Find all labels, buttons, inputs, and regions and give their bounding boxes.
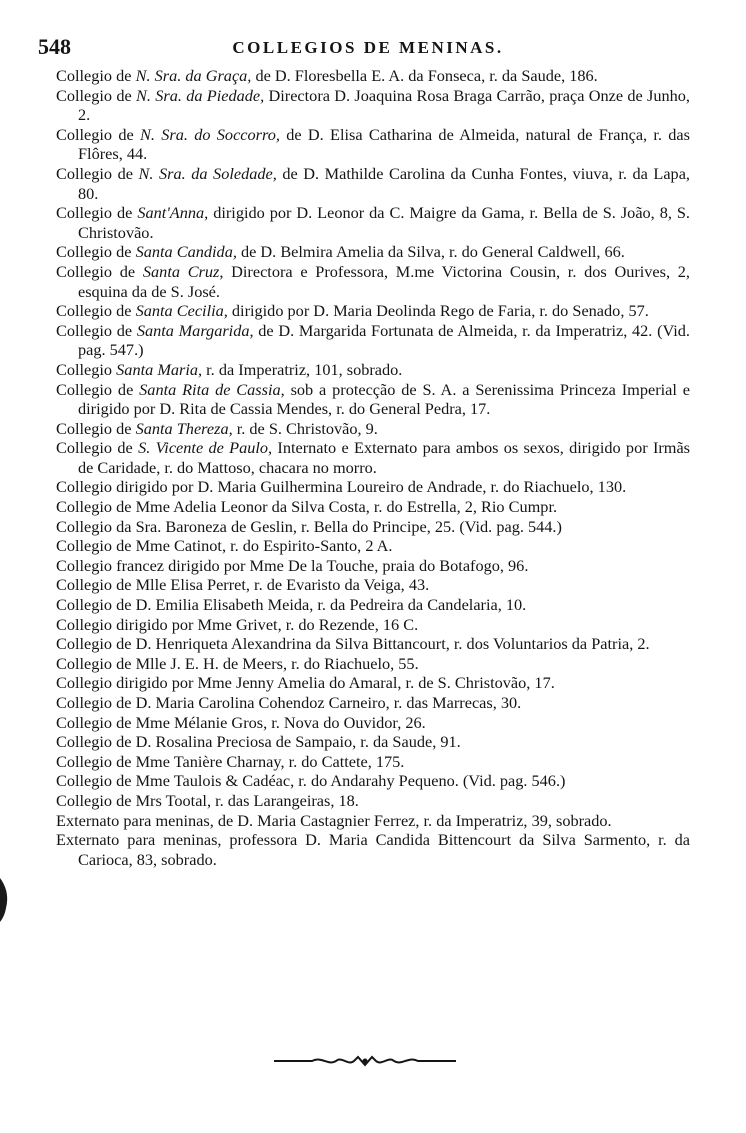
entry-details: de D. Elisa Catharina de Almeida, natural de França, r. das Flôres, 44.: [78, 124, 690, 164]
list-item: [56, 771, 690, 791]
running-title: COLLEGIOS DE MENINAS.: [232, 38, 504, 57]
school-name: Santa Maria,: [116, 359, 203, 379]
list-item: [56, 66, 690, 86]
list-item: [56, 125, 690, 164]
list-item: [56, 615, 690, 635]
entry-text: Collegio da Sra. Baroneza de Geslin, r. Bella do Principe, 25. (Vid. pag. 544.): [56, 516, 562, 536]
entry-text: Collegio de: [56, 379, 140, 399]
entry-text: Collegio de Mlle J. E. H. de Meers, r. do Riachuelo, 55.: [56, 653, 419, 673]
entry-text: Externato para meninas, de D. Maria Castagnier Ferrez, r. da Imperatriz, 39, sobrado.: [56, 810, 612, 830]
list-item: [56, 419, 690, 439]
list-item: [56, 86, 690, 125]
entry-text: Collegio de: [56, 124, 141, 144]
entry-text: Collegio de: [56, 320, 137, 340]
entry-text: Collegio de: [56, 438, 139, 458]
list-item: [56, 830, 690, 869]
list-item: [56, 654, 690, 674]
school-name: Santa Margarida,: [136, 320, 254, 340]
school-name: Santa Thereza,: [135, 418, 233, 438]
entry-details: de D. Floresbella E. A. da Fonseca, r. da Saude, 186.: [251, 66, 598, 85]
entry-details: de D. Mathilde Carolina da Cunha Fontes, viuva, r. da Lapa, 80.: [78, 163, 690, 203]
school-name: N. Sra. da Soledade,: [138, 163, 277, 183]
list-item: [56, 477, 690, 497]
list-item: [56, 575, 690, 595]
entry-details: Directora e Professora, M.me Victorina Cousin, r. dos Ourives, 2, esquina da de S. José.: [78, 261, 690, 301]
list-item: [56, 203, 690, 242]
entry-details: dirigido por D. Leonor da C. Maigre da Gama, r. Bella de S. João, 8, S. Christovão.: [78, 203, 691, 242]
entry-details: Internato e Externato para ambos os sexos, dirigido por Irmãs de Caridade, r. do Mattoso, chacara no morro.: [78, 438, 691, 477]
entry-text: Collegio de D. Rosalina Preciosa de Sampaio, r. da Saude, 91.: [56, 732, 461, 752]
list-item: [56, 360, 690, 380]
list-item: [56, 732, 690, 752]
list-item: [56, 713, 690, 733]
list-item: [56, 164, 690, 203]
entry-text: Collegio dirigido por Mme Jenny Amelia do Amaral, r. de S. Christovão, 17.: [56, 673, 555, 693]
list-item: [56, 811, 690, 831]
entry-text: Collegio de: [56, 418, 136, 438]
ornament-rule-icon: [272, 1052, 458, 1070]
entry-text: Collegio de Mme Catinot, r. do Espirito-Santo, 2 A.: [56, 536, 393, 556]
page-header: [38, 32, 698, 60]
school-name: Sant'Anna,: [137, 203, 209, 223]
entry-text: Collegio de D. Henriqueta Alexandrina da Silva Bittancourt, r. dos Voluntarios da Patria, 2.: [56, 634, 650, 654]
entry-details: dirigido por D. Maria Deolinda Rego de Faria, r. do Senado, 57.: [227, 301, 649, 321]
entry-text: Collegio de: [56, 203, 138, 223]
entry-text: Collegio dirigido por Mme Grivet, r. do Rezende, 16 C.: [56, 614, 419, 634]
entry-text: Collegio de: [56, 261, 143, 281]
entry-text: Collegio: [56, 359, 117, 379]
list-item: [56, 673, 690, 693]
school-name: N. Sra. da Piedade,: [136, 85, 265, 105]
list-item: [56, 693, 690, 713]
entry-text: Collegio de Mme Tanière Charnay, r. do Cattete, 175.: [56, 751, 405, 771]
list-item: [56, 556, 690, 576]
list-item: [56, 438, 690, 477]
list-item: [56, 321, 690, 360]
entry-text: Collegio de Mme Taulois & Cadéac, r. do Andarahy Pequeno. (Vid. pag. 546.): [56, 771, 566, 791]
list-item: [56, 301, 690, 321]
entry-text: Collegio de D. Maria Carolina Cohendoz Carneiro, r. das Marrecas, 30.: [56, 693, 522, 712]
entry-details: Directora D. Joaquina Rosa Braga Carrão, praça Onze de Junho, 2.: [78, 85, 691, 125]
list-item: [56, 634, 690, 654]
list-item: [56, 752, 690, 772]
entry-details: de D. Margarida Fortunata de Almeida, r. da Imperatriz, 42. (Vid. pag. 547.): [78, 320, 691, 360]
entry-text: Collegio de: [56, 85, 137, 105]
entry-details: r. da Imperatriz, 101, sobrado.: [202, 359, 403, 379]
list-item: [56, 262, 690, 301]
list-item: [56, 380, 690, 419]
entry-text: Collegio de D. Emilia Elisabeth Meida, r. da Pedreira da Candelaria, 10.: [56, 595, 527, 615]
list-item: [56, 595, 690, 615]
list-item: [56, 517, 690, 537]
school-name: Santa Cruz,: [142, 261, 224, 281]
entry-text: Collegio de: [56, 163, 139, 183]
list-item: [56, 791, 690, 811]
school-name: Santa Rita de Cassia,: [139, 379, 285, 399]
entry-text: Collegio de: [56, 301, 136, 321]
list-item: [56, 242, 690, 262]
entry-text: Collegio dirigido por D. Maria Guilhermina Loureiro de Andrade, r. do Riachuelo, 130.: [56, 477, 627, 497]
school-name: N. Sra. do Soccorro,: [140, 124, 280, 144]
edge-stain: [0, 878, 9, 922]
entry-details: r. de S. Christovão, 9.: [232, 418, 378, 438]
entry-details: de D. Belmira Amelia da Silva, r. do General Caldwell, 66.: [236, 242, 625, 262]
school-name: Santa Cecilia,: [135, 301, 228, 321]
list-item: [56, 536, 690, 556]
entry-text: Collegio de Mme Mélanie Gros, r. Nova do Ouvidor, 26.: [56, 712, 426, 732]
list-item: [56, 497, 690, 517]
entry-text: Collegio de: [56, 242, 136, 262]
entry-text: Collegio de Mrs Tootal, r. das Larangeiras, 18.: [56, 790, 359, 810]
school-name: Santa Candida,: [135, 242, 237, 262]
entry-text: Collegio francez dirigido por Mme De la Touche, praia do Botafogo, 96.: [56, 555, 529, 575]
school-name: S. Vicente de Paulo,: [138, 438, 273, 458]
entry-text: Collegio de: [56, 66, 136, 85]
entry-text: Externato para meninas, professora D. Maria Candida Bittencourt da Silva Sarmento, r. da Carioca, 83, sobrado.: [56, 830, 690, 869]
entry-text: Collegio de Mlle Elisa Perret, r. de Evaristo da Veiga, 43.: [56, 575, 430, 595]
school-name: N. Sra. da Graça,: [135, 66, 252, 85]
entry-text: Collegio de Mme Adelia Leonor da Silva Costa, r. do Estrella, 2, Rio Cumpr.: [56, 497, 558, 517]
entry-list: [56, 66, 690, 869]
entry-details: sob a protecção de S. A. a Serenissima Princeza Imperial e dirigido por D. Rita de Cassia Mendes, r. do General Pedra, 17.: [78, 379, 690, 419]
page-number: 548: [38, 34, 71, 59]
